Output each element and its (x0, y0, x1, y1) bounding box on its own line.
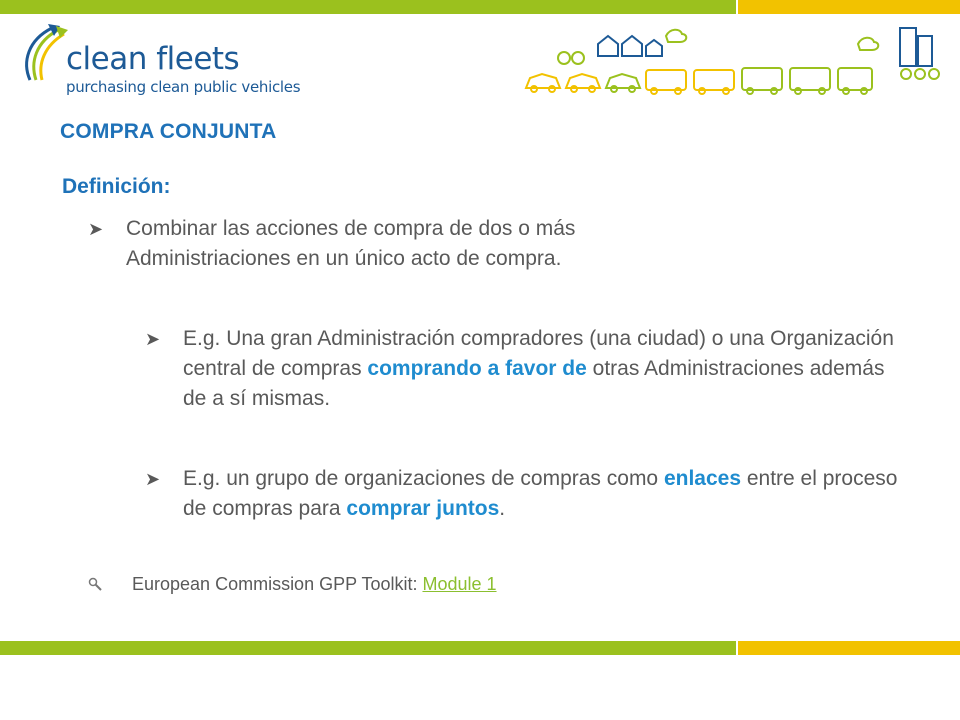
vehicles-illustration-icon (522, 22, 947, 100)
reference-line (88, 574, 497, 596)
module-1-link[interactable]: Module 1 (422, 574, 497, 594)
logo-tagline: purchasing clean public vehicles (66, 78, 301, 96)
bullet-item-definition (88, 214, 708, 274)
search-icon (88, 575, 112, 596)
bottom-color-bar (0, 641, 960, 655)
logo-name: clean fleets (66, 41, 240, 77)
reference-prefix: European Commission GPP Toolkit: (132, 574, 423, 594)
bottom-bar-yellow (738, 641, 960, 655)
bullet-text-part: entre el proceso de compras para (183, 467, 898, 520)
bullet-text-part: E.g. un grupo de organizaciones de compras como (183, 467, 664, 490)
bullet-text: Combinar las acciones de compra de dos o más Administriaciones en un único acto de compra. (126, 217, 576, 270)
bottom-bar-green (0, 641, 736, 655)
arrow-bullet-icon: ➤ (88, 219, 104, 239)
definition-label: Definición: (62, 175, 171, 198)
slide-heading: COMPRA CONJUNTA (60, 120, 277, 143)
bullet-text (145, 324, 905, 414)
arrow-bullet-icon: ➤ (145, 329, 161, 349)
bullet-text (145, 464, 905, 524)
bullet-text-part: E.g. Una gran Administración compradores (una ciudad) o una Organización central de compras (183, 327, 894, 380)
top-color-bar (0, 0, 960, 14)
bullet-text-part: otras Administraciones además de a sí mismas. (183, 357, 885, 410)
logo-swoosh-icon (22, 22, 70, 82)
arrow-bullet-icon: ➤ (145, 469, 161, 489)
top-bar-yellow (738, 0, 960, 14)
bullet-item-example-2 (145, 464, 905, 524)
highlight-text: enlaces (663, 467, 742, 490)
highlight-text: comprando a favor de (367, 357, 587, 380)
top-bar-green (0, 0, 736, 14)
bullet-text-part: . (499, 497, 506, 520)
bullet-item-example-1 (145, 324, 905, 414)
highlight-text: comprar juntos (346, 497, 500, 520)
clean-fleets-logo (22, 22, 322, 102)
